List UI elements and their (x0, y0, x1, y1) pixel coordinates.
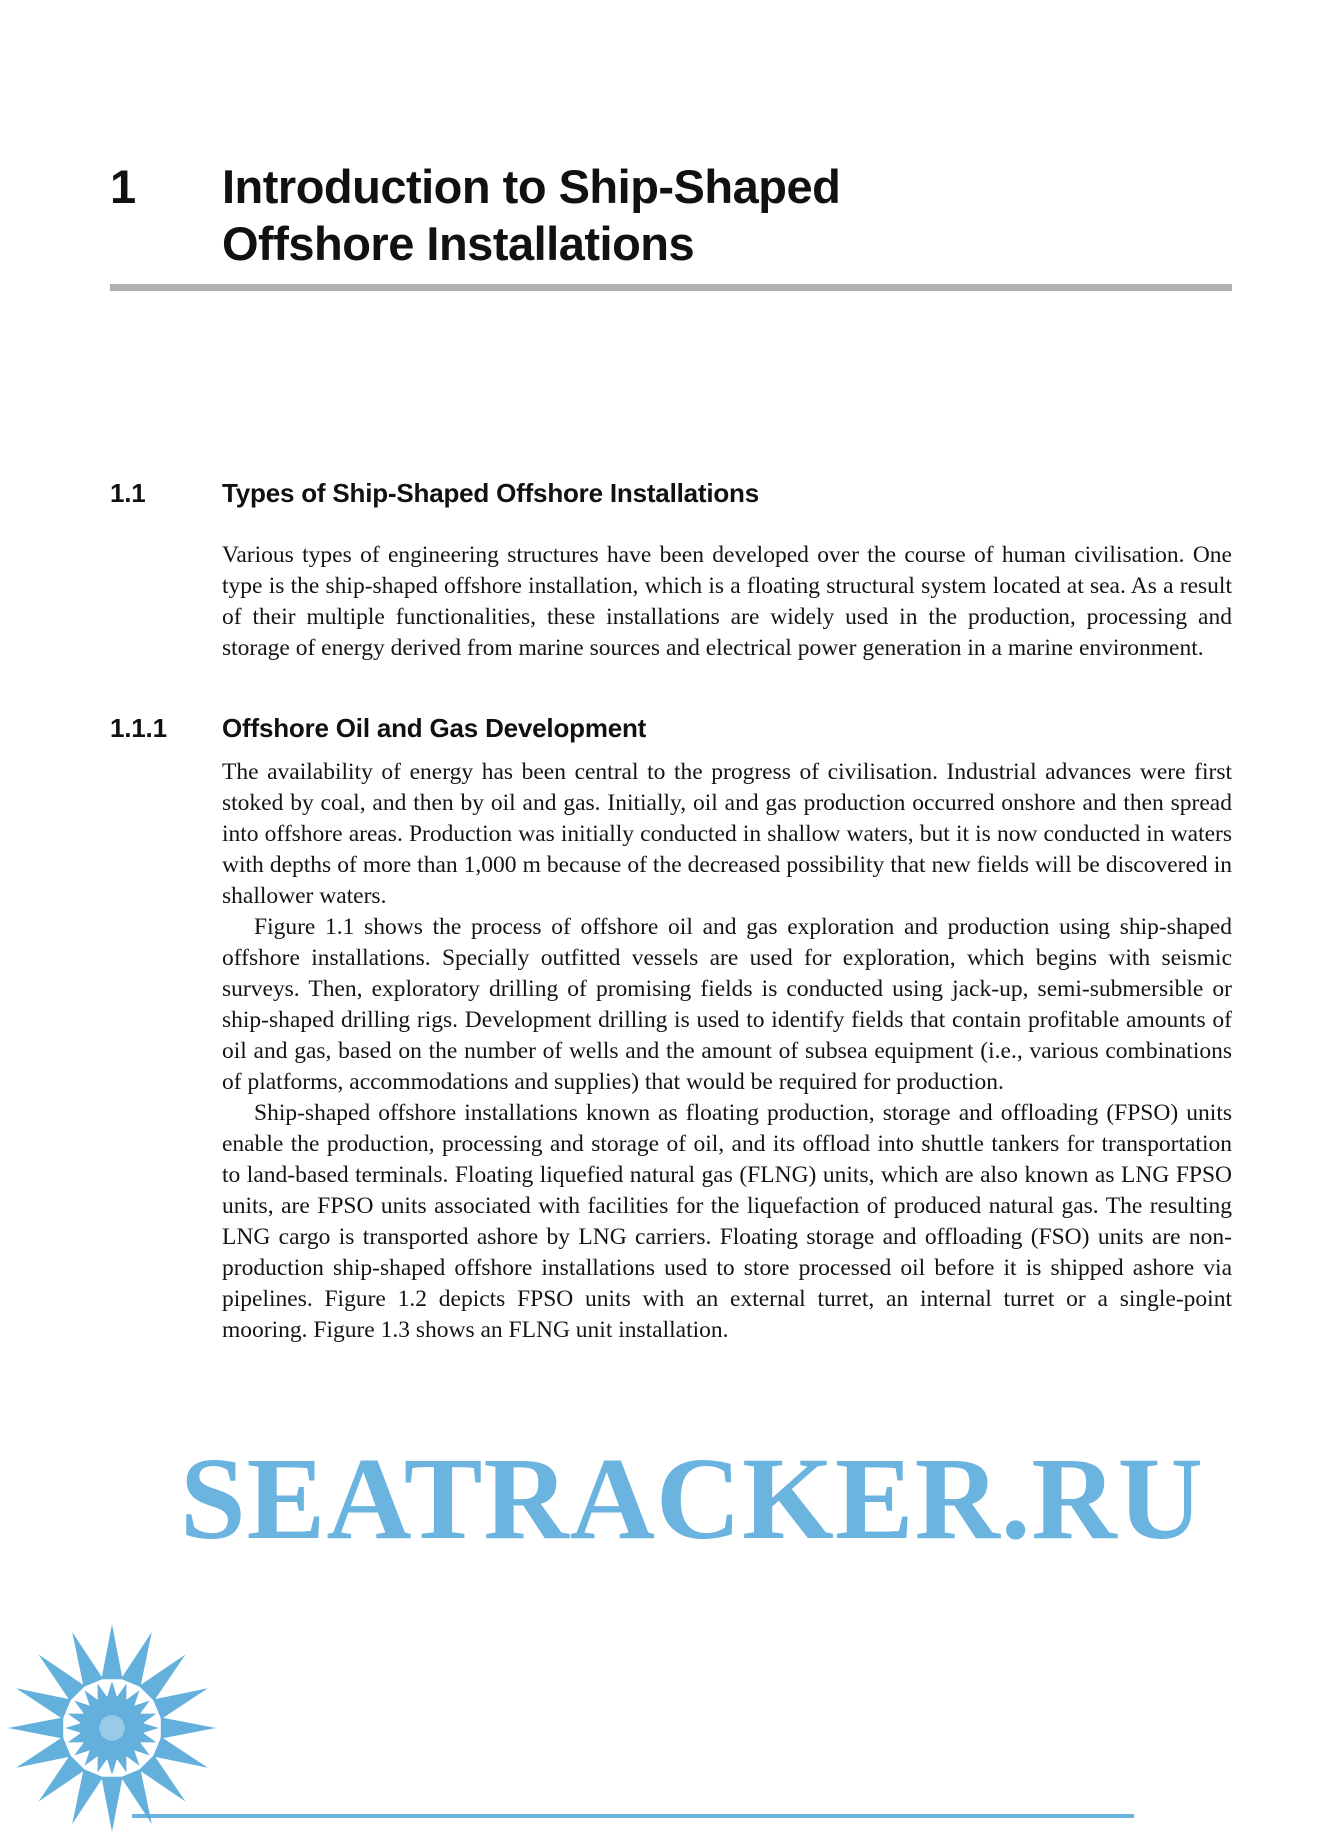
chapter-divider-rule (110, 284, 1232, 291)
chapter-title-line-2: Offshore Installations (222, 217, 695, 270)
section-1-1-number: 1.1 (110, 478, 146, 508)
chapter-title (222, 158, 840, 272)
section-1-1-1-number: 1.1.1 (110, 713, 167, 743)
sun-icon (6, 1622, 218, 1834)
chapter-title-line-1: Introduction to Ship-Shaped (222, 160, 841, 213)
section-1-1-title: Types of Ship-Shaped Offshore Installations (222, 478, 759, 508)
chapter-heading (110, 158, 1232, 272)
section-1-1 (110, 477, 1232, 664)
section-1-1-1-heading (110, 712, 1232, 745)
section-1-1-heading (110, 477, 1232, 510)
section-1-1-1-body (222, 757, 1232, 1346)
section-1-1-1-title: Offshore Oil and Gas Development (222, 713, 647, 743)
chapter-number: 1 (110, 160, 136, 213)
section-1-1-body (222, 540, 1232, 664)
paragraph: Ship-shaped offshore installations known as floating production, storage and offloading (FPSO) units enable the production, processing and storage of oil, and its offload into shuttle tankers for transportation to land-based terminals. Floating liquefied natural gas (FLNG) units, which are also known as LNG FPSO units, are FPSO units associated with facilities for the liquefaction of produced natural gas. The resulting LNG cargo is transported ashore by LNG carriers. Floating storage and offloading (FSO) units are non-production ship-shaped offshore installations used to store processed oil before it is shipped ashore via pipelines. Figure 1.2 depicts FPSO units with an external turret, an internal turret or a single-point mooring. Figure 1.3 shows an FLNG unit installation. (222, 1100, 1232, 1343)
watermark-text: SEATRACKER.RU (180, 1433, 1204, 1564)
paragraph: Various types of engineering structures have been developed over the course of human civilisation. One type is the ship-shaped offshore installation, which is a floating structural system located at sea. As a result of their multiple functionalities, these installations are widely used in the production, processing and storage of energy derived from marine sources and electrical power generation in a marine environment. (222, 542, 1232, 661)
document-content (110, 158, 1232, 1346)
paragraph: The availability of energy has been central to the progress of civilisation. Industrial advances were first stoked by coal, and then by oil and gas. Initially, oil and gas production occurred onshore and then spread into offshore areas. Production was initially conducted in shallow waters, but it is now conducted in waters with depths of more than 1,000 m because of the decreased possibility that new fields will be discovered in shallower waters. (222, 759, 1232, 909)
watermark-underline (132, 1814, 1134, 1818)
paragraph: Figure 1.1 shows the process of offshore oil and gas exploration and production using ship-shaped offshore installations. Specially outfitted vessels are used for exploration, which begins with seismic surveys. Then, exploratory drilling of promising fields is conducted using jack-up, semi-submersible or ship-shaped drilling rigs. Development drilling is used to identify fields that contain profitable amounts of oil and gas, based on the number of wells and the amount of subsea equipment (i.e., various combinations of platforms, accommodations and supplies) that would be required for production. (222, 914, 1232, 1095)
section-1-1-1 (110, 712, 1232, 1346)
